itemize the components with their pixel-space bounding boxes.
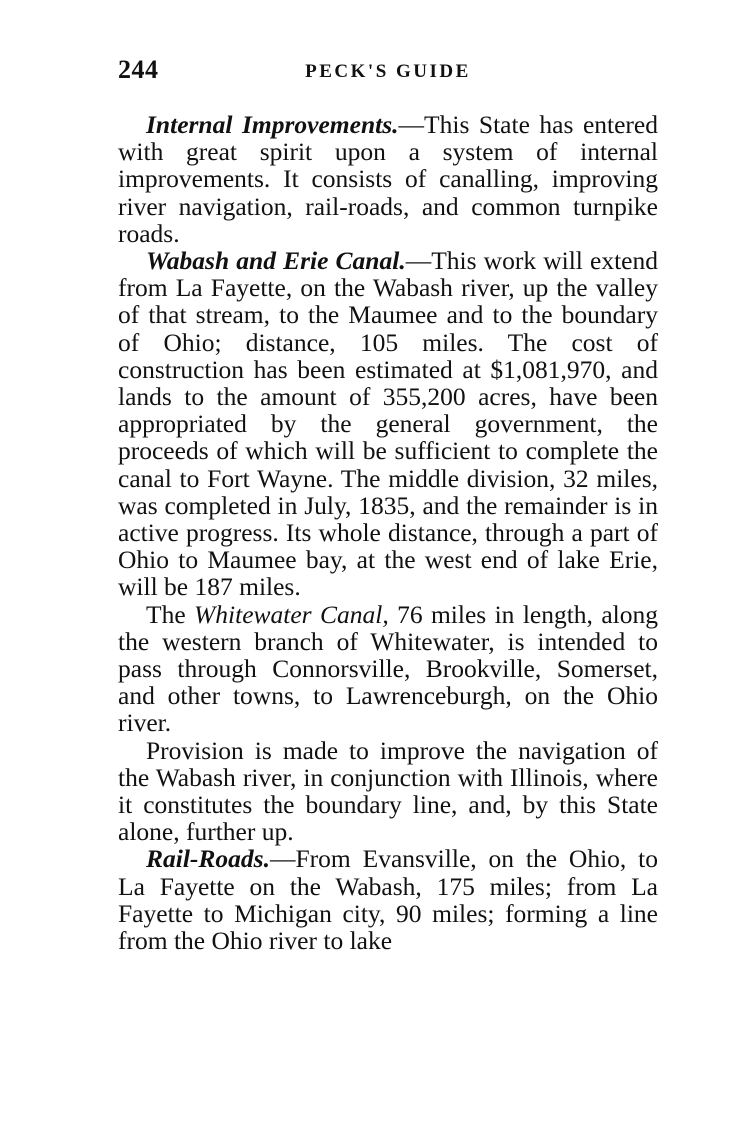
paragraph-text: Provision is made to improve the navigation of the Wabash river, in conjunction with Illinois, where it constitutes the boundary line, and, by this State alone, further up. — [118, 735, 658, 847]
canal-name-whitewater: Whitewater Canal, — [194, 599, 389, 629]
paragraph-rail-roads — [118, 845, 658, 954]
paragraph-wabash-navigation — [118, 737, 658, 846]
section-heading-wabash-erie-canal: Wabash and Erie Canal. — [146, 246, 406, 276]
paragraph-text: —This State has entered with great spirit upon a system of internal improvements. It consists of canalling, improving river navigation, rail-roads, and common turnpike roads. — [118, 110, 658, 248]
page-number: 244 — [118, 55, 159, 84]
paragraph-text: —This work will extend from La Fayette, on the Wabash river, up the valley of that stream, to the Maumee and to the boundary of Ohio; distance, 105 miles. The cost of construction has been estimated at $1,081,970, and lands to the amount of 355,200 acres, have been appropriated by the general government, the proceeds of which will be sufficient to complete the canal to Fort Wayne. The middle division, 32 miles, was completed in July, 1835, and the remainder is in active progress. Its whole distance, through a part of Ohio to Maumee bay, at the west end of lake Erie, will be 187 miles. — [118, 246, 658, 602]
paragraph-text: —From Evansville, on the Ohio, to La Fayette on the Wabash, 175 miles; from La Fayette to Michigan city, 90 miles; forming a line from the Ohio river to lake — [118, 844, 658, 956]
section-heading-rail-roads: Rail-Roads. — [146, 844, 270, 874]
body-text — [118, 111, 658, 954]
paragraph-internal-improvements — [118, 111, 658, 247]
running-title: PECK'S GUIDE — [305, 61, 471, 82]
paragraph-whitewater-canal — [118, 601, 658, 737]
section-heading-internal-improvements: Internal Improvements. — [146, 110, 399, 139]
page-header — [118, 55, 658, 91]
paragraph-wabash-erie-canal — [118, 247, 658, 601]
paragraph-text: 76 miles in length, along the western branch of Whitewater, is intended to pass through Connorsville, Brookville, Somerset, and other towns, to Lawrenceburgh, on the Ohio river. — [118, 599, 658, 738]
paragraph-text-prefix: The — [146, 599, 195, 629]
